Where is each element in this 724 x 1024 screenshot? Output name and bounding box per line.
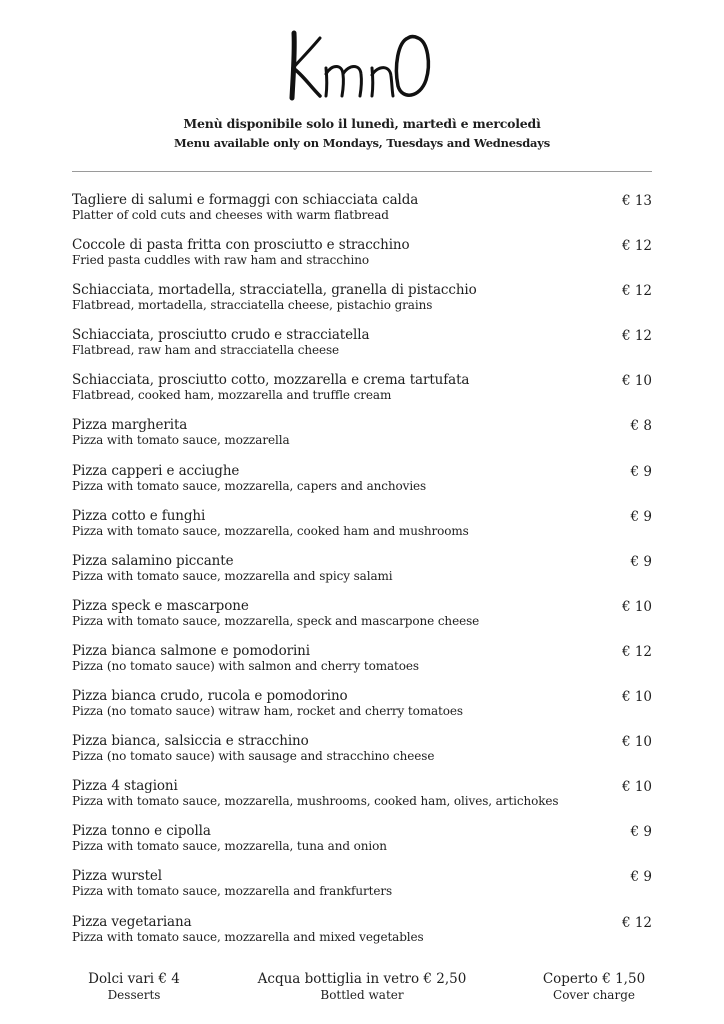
item-name: Pizza wurstel (72, 868, 163, 885)
menu-item (72, 282, 652, 327)
availability-note-it: Menù disponibile solo il lunedì, martedì e mercoledì (183, 116, 541, 131)
header-divider (72, 171, 652, 172)
item-price: € 10 (621, 689, 652, 706)
item-price: € 12 (621, 283, 652, 300)
item-name: Pizza cotto e funghi (72, 507, 206, 524)
item-description: Pizza with tomato sauce, mozzarella, capers and anchovies (72, 478, 427, 493)
item-description: Flatbread, mortadella, stracciatella cheese, pistachio grains (72, 298, 433, 313)
menu-item (72, 868, 652, 913)
item-price: € 12 (621, 238, 652, 255)
menu-item (72, 417, 652, 462)
item-description: Pizza (no tomato sauce) witraw ham, rocket and cherry tomatoes (72, 704, 463, 719)
water-label: Acqua bottiglia in vetro € 2,50 (257, 971, 467, 987)
menu-list (72, 192, 652, 959)
item-name: Pizza 4 stagioni (72, 778, 178, 795)
item-name: Tagliere di salumi e formaggi con schiacciata calda (72, 192, 419, 208)
water-label-en: Bottled water (320, 988, 404, 1002)
item-price: € 9 (630, 508, 652, 525)
item-price: € 9 (630, 869, 652, 886)
cover-charge-label-en: Cover charge (553, 988, 635, 1002)
item-description: Fried pasta cuddles with raw ham and stracchino (72, 253, 370, 268)
item-description: Pizza with tomato sauce, mozzarella, cooked ham and mushrooms (72, 523, 469, 538)
menu-item (72, 778, 652, 823)
item-price: € 12 (621, 914, 652, 931)
item-description: Pizza with tomato sauce, mozzarella and mixed vegetables (72, 929, 424, 944)
item-description: Pizza (no tomato sauce) with salmon and cherry tomatoes (72, 658, 419, 673)
menu-item (72, 688, 652, 733)
menu-item (72, 372, 652, 417)
item-price: € 9 (630, 463, 652, 480)
item-price: € 10 (621, 373, 652, 390)
menu-item (72, 643, 652, 688)
menu-item (72, 598, 652, 643)
item-price: € 10 (621, 779, 652, 796)
item-price: € 12 (621, 643, 652, 660)
menu-item (72, 192, 652, 237)
item-description: Flatbread, raw ham and stracciatella cheese (72, 343, 340, 358)
item-name: Pizza bianca salmone e pomodorini (72, 642, 310, 659)
item-description: Platter of cold cuts and cheeses with warm flatbread (72, 208, 389, 222)
menu-item (72, 823, 652, 868)
item-price: € 9 (630, 824, 652, 841)
item-name: Pizza bianca crudo, rucola e pomodorino (72, 688, 348, 705)
item-price: € 9 (630, 553, 652, 570)
item-name: Pizza margherita (72, 417, 188, 434)
item-name: Pizza vegetariana (72, 913, 192, 930)
menu-item (72, 463, 652, 508)
availability-note-en: Menu available only on Mondays, Tuesdays and Wednesdays (173, 136, 551, 150)
desserts-label-en: Desserts (107, 988, 161, 1002)
item-name: Pizza speck e mascarpone (72, 597, 249, 614)
item-name: Pizza tonno e cipolla (72, 823, 211, 840)
item-name: Pizza capperi e acciughe (72, 462, 240, 479)
menu-item (72, 914, 652, 959)
item-price: € 10 (621, 734, 652, 751)
item-description: Flatbread, cooked ham, mozzarella and truffle cream (72, 388, 392, 403)
item-description: Pizza with tomato sauce, mozzarella (72, 433, 290, 448)
menu-item (72, 327, 652, 372)
item-price: € 12 (621, 328, 652, 345)
item-name: Coccole di pasta fritta con prosciutto e stracchino (72, 237, 410, 254)
item-description: Pizza with tomato sauce, mozzarella and spicy salami (72, 568, 393, 583)
menu-item (72, 733, 652, 778)
item-description: Pizza with tomato sauce, mozzarella and frankfurters (72, 884, 393, 899)
item-name: Pizza salamino piccante (72, 552, 234, 569)
item-price: € 13 (621, 193, 652, 209)
kmo-logo (280, 28, 450, 103)
item-description: Pizza (no tomato sauce) with sausage and stracchino cheese (72, 749, 435, 764)
item-name: Pizza bianca, salsiccia e stracchino (72, 733, 309, 750)
cover-charge-label: Coperto € 1,50 (542, 971, 646, 987)
item-price: € 8 (630, 418, 652, 435)
menu-item (72, 237, 652, 282)
item-name: Schiacciata, mortadella, stracciatella, granella di pistacchio (72, 282, 477, 299)
footer-water (242, 971, 482, 1002)
item-name: Schiacciata, prosciutto crudo e stracciatella (72, 327, 370, 344)
item-description: Pizza with tomato sauce, mozzarella, tuna and onion (72, 839, 387, 854)
menu-item (72, 508, 652, 553)
desserts-label: Dolci vari € 4 (88, 971, 180, 987)
footer-desserts (14, 971, 254, 1002)
item-description: Pizza with tomato sauce, mozzarella, mushrooms, cooked ham, olives, artichokes (72, 794, 559, 809)
item-name: Schiacciata, prosciutto cotto, mozzarella e crema tartufata (72, 372, 470, 389)
menu-item (72, 553, 652, 598)
footer-cover-charge (474, 971, 714, 1002)
item-description: Pizza with tomato sauce, mozzarella, speck and mascarpone cheese (72, 613, 480, 628)
item-price: € 10 (621, 598, 652, 615)
